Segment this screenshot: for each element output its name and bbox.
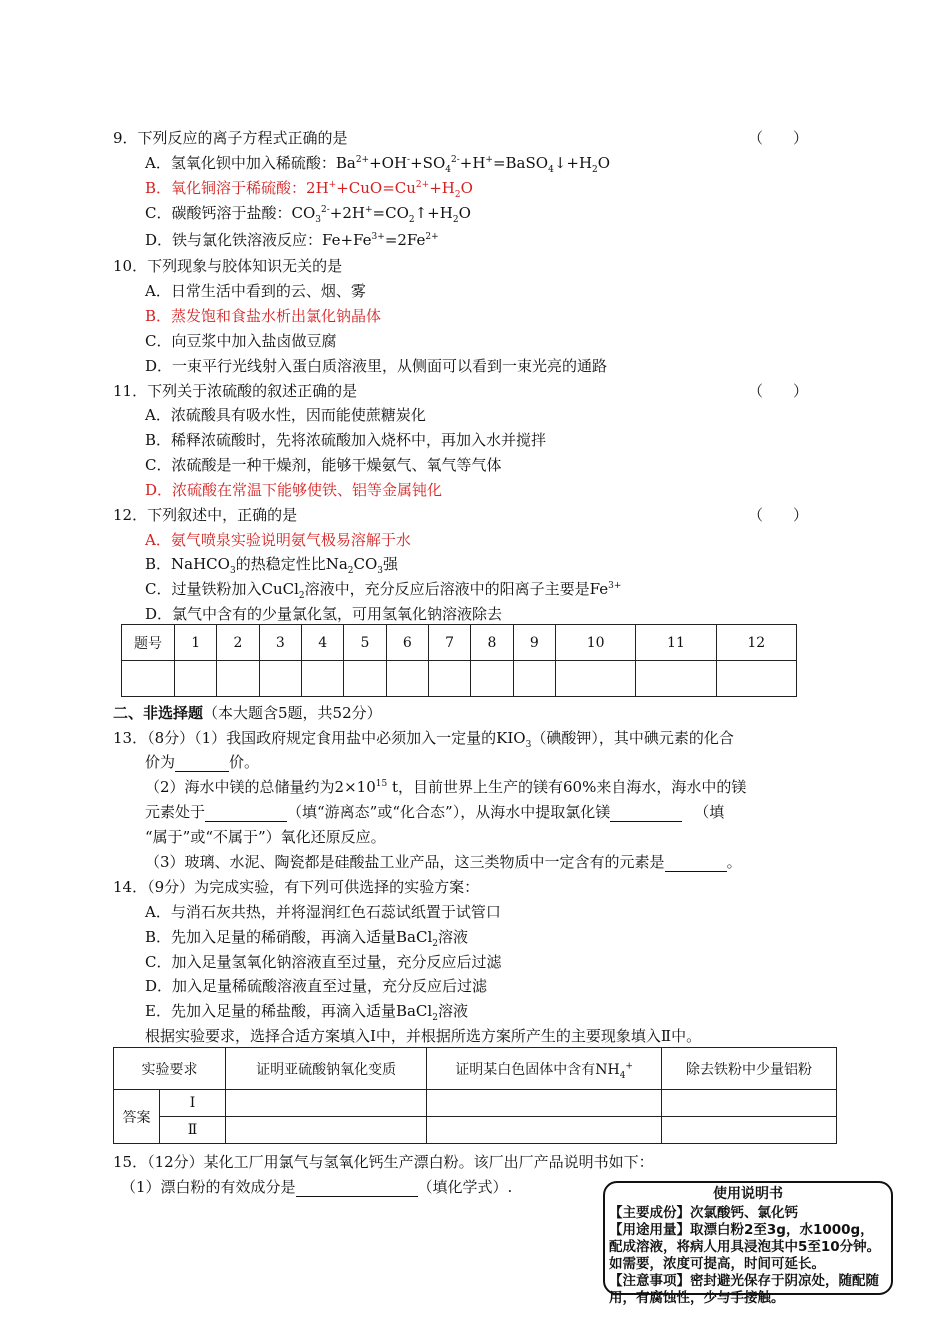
q13-blank-valence[interactable] <box>175 755 229 772</box>
q9-option-c: C．碳酸钙溶于盐酸：$CO_3^{2-}+2H^+=CO_2↑+H_2O$ <box>145 204 471 225</box>
q12-option-b: B．NaHCO$_3$的热稳定性比$Na_2CO_3$强 <box>145 555 399 576</box>
q11-option-b: B．稀释浓硫酸时，先将浓硫酸加入烧杯中，再加入水并搅拌 <box>145 431 547 449</box>
section-2-heading: 二、非选择题（本大题含5题，共52分） <box>113 704 382 722</box>
answer-grid-number: 8 <box>471 625 513 661</box>
q10-option-d: D．一束平行光线射入蛋白质溶液里，从侧面可以看到一束光亮的通路 <box>145 357 608 375</box>
q14-answer-cell[interactable] <box>662 1090 837 1117</box>
q11-answer-paren[interactable]: （ ） <box>748 382 809 400</box>
q14-option-b: B．先加入足量的稀硝酸，再滴入适量BaCl$_2$溶液 <box>145 928 469 949</box>
answer-grid-header-row <box>122 625 797 661</box>
q14-answer-table <box>113 1047 837 1144</box>
q13-line-4: 元素处于 （填“游离态”或“化合态”），从海水中提取氯化镁 （填 <box>145 803 725 821</box>
answer-cell[interactable] <box>555 661 635 697</box>
answer-grid-table <box>121 624 797 697</box>
q12-option-a: A．氨气喷泉实验说明氨气极易溶解于水 <box>145 531 411 549</box>
answer-grid-number: 2 <box>217 625 259 661</box>
answer-grid-number: 9 <box>513 625 555 661</box>
answer-grid-number: 12 <box>716 625 796 661</box>
answer-cell[interactable] <box>716 661 796 697</box>
q13-line-5: “属于”或“不属于”）氧化还原反应。 <box>145 828 386 846</box>
product-instruction-card <box>603 1181 893 1306</box>
q14-header-ammonium: 证明某白色固体中含有$NH_4^+$ <box>427 1048 662 1090</box>
q14-answer-cell[interactable] <box>226 1090 427 1117</box>
q13-line-2: 价为 价。 <box>145 753 260 771</box>
q14-header-requirement: 实验要求 <box>114 1048 226 1090</box>
q15-blank-formula[interactable] <box>296 1180 418 1197</box>
q14-option-d: D．加入足量稀硫酸溶液直至过量，充分反应后过滤 <box>145 977 488 995</box>
answer-grid-label: 题号 <box>122 625 175 661</box>
q14-table-row-2 <box>114 1117 837 1144</box>
answer-grid-number: 10 <box>555 625 635 661</box>
answer-cell[interactable] <box>301 661 343 697</box>
answer-cell[interactable] <box>471 661 513 697</box>
answer-cell[interactable] <box>259 661 301 697</box>
answer-grid-number: 1 <box>175 625 217 661</box>
q14-option-a: A．与消石灰共热，并将湿润红色石蕊试纸置于试管口 <box>145 903 501 921</box>
instruction-card-usage: 【用途用量】取漂白粉2至3g，水1000g，配成溶液，将病人用具浸泡其中5至10分钟。如需要，浓度可提高，时间可延长。 <box>609 1222 881 1272</box>
q12-answer-paren[interactable]: （ ） <box>748 506 809 524</box>
q14-table-row-1 <box>114 1090 837 1117</box>
q9-option-b: B．氧化铜溶于稀硫酸：$2H^++CuO=Cu^{2+}+H_2O$ <box>145 179 473 200</box>
q14-row-label-2: Ⅱ <box>160 1117 226 1144</box>
answer-cell[interactable] <box>344 661 386 697</box>
answer-cell[interactable] <box>513 661 555 697</box>
q12-option-c: C．过量铁粉加入CuCl$_2$溶液中，充分反应后溶液中的阳离子主要是$Fe^{3+}$ <box>145 580 622 601</box>
q14-instruction: 根据实验要求，选择合适方案填入Ⅰ中，并根据所选方案所产生的主要现象填入Ⅱ中。 <box>145 1027 702 1045</box>
q14-header-iron-aluminum: 除去铁粉中少量铝粉 <box>662 1048 837 1090</box>
instruction-card-ingredients: 【主要成份】次氯酸钙、氯化钙 <box>609 1205 798 1221</box>
q15-part-1: （1）漂白粉的有效成分是 （填化学式）. <box>121 1178 513 1196</box>
q9-answer-paren[interactable]: （ ） <box>748 129 809 147</box>
answer-grid-number: 6 <box>386 625 428 661</box>
q12-stem: 12．下列叙述中，正确的是 <box>113 506 298 524</box>
answer-grid-number: 5 <box>344 625 386 661</box>
q9-option-a: A．氢氧化钡中加入稀硫酸：$Ba^{2+}+OH^-+SO_4^{2-}+H^+=BaSO_4↓+H_2O$ <box>145 154 611 175</box>
answer-cell[interactable] <box>428 661 470 697</box>
q11-option-d: D．浓硫酸在常温下能够使铁、铝等金属钝化 <box>145 481 443 499</box>
q10-option-a: A．日常生活中看到的云、烟、雾 <box>145 282 366 300</box>
answer-grid-blank <box>122 661 175 697</box>
instruction-card-title: 使用说明书 <box>713 1186 783 1202</box>
q12-option-d: D．氯气中含有的少量氯化氢，可用氢氧化钠溶液除去 <box>145 605 503 623</box>
q14-answer-cell[interactable] <box>427 1090 662 1117</box>
q14-option-e: E．先加入足量的稀盐酸，再滴入适量BaCl$_2$溶液 <box>145 1002 468 1023</box>
q14-answer-cell[interactable] <box>226 1117 427 1144</box>
q14-table-header-row <box>114 1048 837 1090</box>
answer-cell[interactable] <box>386 661 428 697</box>
q9-option-d: D．铁与氯化铁溶液反应：$Fe+Fe^{3+}=2Fe^{2+}$ <box>145 231 439 249</box>
q13-line-1: 13．（8分）（1）我国政府规定食用盐中必须加入一定量的$KIO_3$（碘酸钾），其中碘元素的化合 <box>113 729 734 750</box>
answer-grid-number: 7 <box>428 625 470 661</box>
q11-option-a: A．浓硫酸具有吸水性，因而能使蔗糖炭化 <box>145 406 426 424</box>
answer-grid-input-row <box>122 661 797 697</box>
q14-answer-cell[interactable] <box>662 1117 837 1144</box>
q14-row-label-1: Ⅰ <box>160 1090 226 1117</box>
answer-cell[interactable] <box>175 661 217 697</box>
q14-answer-cell[interactable] <box>427 1117 662 1144</box>
q11-stem: 11．下列关于浓硫酸的叙述正确的是 <box>113 382 358 400</box>
q14-answer-label: 答案 <box>114 1090 160 1144</box>
q13-blank-redox[interactable] <box>610 805 682 822</box>
answer-cell[interactable] <box>217 661 259 697</box>
q13-blank-state[interactable] <box>205 805 287 822</box>
q14-option-c: C．加入足量氢氧化钠溶液直至过量，充分反应后过滤 <box>145 953 502 971</box>
q10-option-b: B．蒸发饱和食盐水析出氯化钠晶体 <box>145 307 382 325</box>
q15-stem: 15．（12分）某化工厂用氯气与氢氧化钙生产漂白粉。该厂出厂产品说明书如下： <box>113 1153 654 1171</box>
answer-grid-number: 11 <box>636 625 716 661</box>
answer-grid-number: 3 <box>259 625 301 661</box>
q14-header-sulfite: 证明亚硫酸钠氧化变质 <box>226 1048 427 1090</box>
answer-grid-number: 4 <box>301 625 343 661</box>
q11-option-c: C．浓硫酸是一种干燥剂，能够干燥氨气、氧气等气体 <box>145 456 502 474</box>
q13-line-3: （2）海水中镁的总储量约为$2\times 10^{15}$ t，目前世界上生产的镁有60%来自海水，海水中的镁 <box>145 778 747 796</box>
q10-stem: 10．下列现象与胶体知识无关的是 <box>113 257 343 275</box>
instruction-card-precautions: 【注意事项】密封避光保存于阴凉处，随配随用，有腐蚀性，少与手接触。 <box>609 1273 879 1306</box>
q13-blank-element[interactable] <box>665 855 727 872</box>
answer-cell[interactable] <box>636 661 716 697</box>
q10-option-c: C．向豆浆中加入盐卤做豆腐 <box>145 332 337 350</box>
q9-stem: 9．下列反应的离子方程式正确的是 <box>113 129 348 147</box>
q14-stem: 14．（9分）为完成实验，有下列可供选择的实验方案： <box>113 878 480 896</box>
q13-line-6: （3）玻璃、水泥、陶瓷都是硅酸盐工业产品，这三类物质中一定含有的元素是 。 <box>145 853 742 871</box>
